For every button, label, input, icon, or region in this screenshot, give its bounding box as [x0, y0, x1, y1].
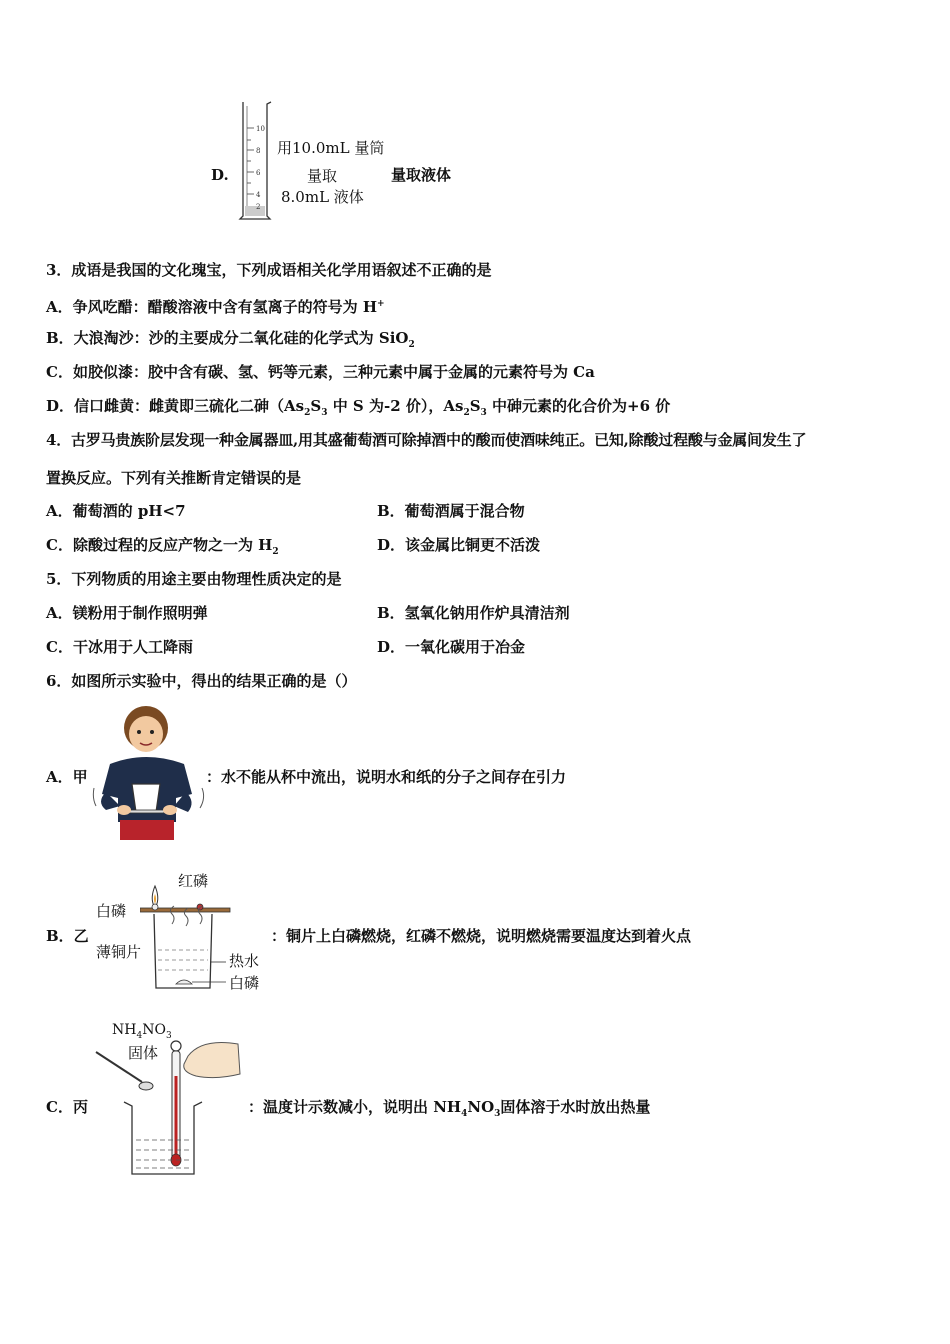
option-d-letter: D.: [211, 166, 229, 184]
q6-option-c-text: ：温度计示数减小，说明出 $NH_4NO_3$固体溶于水时放出热量: [248, 1098, 651, 1119]
q6-option-a-letter: A．甲: [46, 768, 88, 786]
q3-option-d: D．信口雌黄：雌黄即三硫化二砷（$As_2S_3$ 中 S 为-2 价），$As_2S_3$ 中砷元素的化合价为+6 价: [46, 397, 671, 418]
label-white-phosphorus-top: 白磷: [96, 902, 127, 920]
label-nh4no3: $NH_4NO_3$: [112, 1022, 172, 1041]
q3-option-c: C．如胶似漆：胶中含有碳、氢、钙等元素，三种元素中属于金属的元素符号为 Ca: [46, 363, 595, 381]
label-hot-water: 热水: [229, 952, 260, 970]
copper-plate-figure: [140, 880, 240, 992]
q5-option-d: D．一氧化碳用于冶金: [377, 638, 526, 656]
q5-option-a: A．镁粉用于制作照明弹: [46, 604, 208, 622]
q6-option-b-letter: B．乙: [46, 927, 89, 945]
q6-stem: 6．如图所示实验中，得出的结果正确的是（）: [46, 672, 357, 690]
q4-stem-line2: 置换反应。下列有关推断肯定错误的是: [46, 469, 302, 487]
label-copper-plate: 薄铜片: [96, 943, 142, 961]
cylinder-label-3: 8.0mL 液体: [281, 188, 364, 206]
q5-stem: 5．下列物质的用途主要由物理性质决定的是: [46, 570, 342, 588]
q4-option-a: A．葡萄酒的 pH<7: [46, 502, 186, 520]
q3-stem: 3．成语是我国的文化瑰宝，下列成语相关化学用语叙述不正确的是: [46, 261, 492, 279]
q5-option-c: C．干冰用于人工降雨: [46, 638, 193, 656]
cyl-tick-6: 6: [256, 169, 261, 177]
q4-option-d: D．该金属比铜更不活泼: [377, 536, 541, 554]
q5-option-b: B．氢氧化钠用作炉具清洁剂: [377, 604, 570, 622]
q6-option-b-text: ：铜片上白磷燃烧，红磷不燃烧，说明燃烧需要温度达到着火点: [271, 927, 692, 945]
q3-option-a: A．争风吃醋：醋酸溶液中含有氢离子的符号为 H+: [46, 298, 385, 316]
label-red-phosphorus: 红磷: [178, 872, 209, 890]
cylinder-label-1: 用10.0mL 量筒: [277, 139, 385, 157]
graduated-cylinder-figure: [238, 98, 278, 224]
q4-option-c: C．除酸过程的反应产物之一为 $H_2$: [46, 536, 279, 557]
nh4no3-dissolving-figure: [92, 1036, 244, 1178]
option-d-caption: 量取液体: [391, 166, 452, 184]
cyl-tick-8: 8: [256, 147, 261, 155]
cyl-tick-2: 2: [256, 203, 261, 211]
boy-with-cup-figure: [92, 702, 208, 842]
cyl-tick-4: 4: [256, 191, 261, 199]
cylinder-label-2: 量取: [307, 167, 338, 185]
label-solid: 固体: [128, 1044, 159, 1062]
q6-option-a-text: ：水不能从杯中流出，说明水和纸的分子之间存在引力: [206, 768, 567, 786]
q6-option-c-letter: C．丙: [46, 1098, 88, 1116]
q4-stem-line1: 4．古罗马贵族阶层发现一种金属器皿,用其盛葡萄酒可除掉酒中的酸而使酒味纯正。已知,除酸过程酸与金属间发生了: [46, 431, 807, 449]
q4-option-b: B．葡萄酒属于混合物: [377, 502, 525, 520]
cyl-tick-10: 10: [256, 125, 265, 133]
label-white-phosphorus-bottom: 白磷: [229, 974, 260, 992]
q3-option-b: B．大浪淘沙：沙的主要成分二氧化硅的化学式为 SiO$_2$: [46, 329, 415, 350]
